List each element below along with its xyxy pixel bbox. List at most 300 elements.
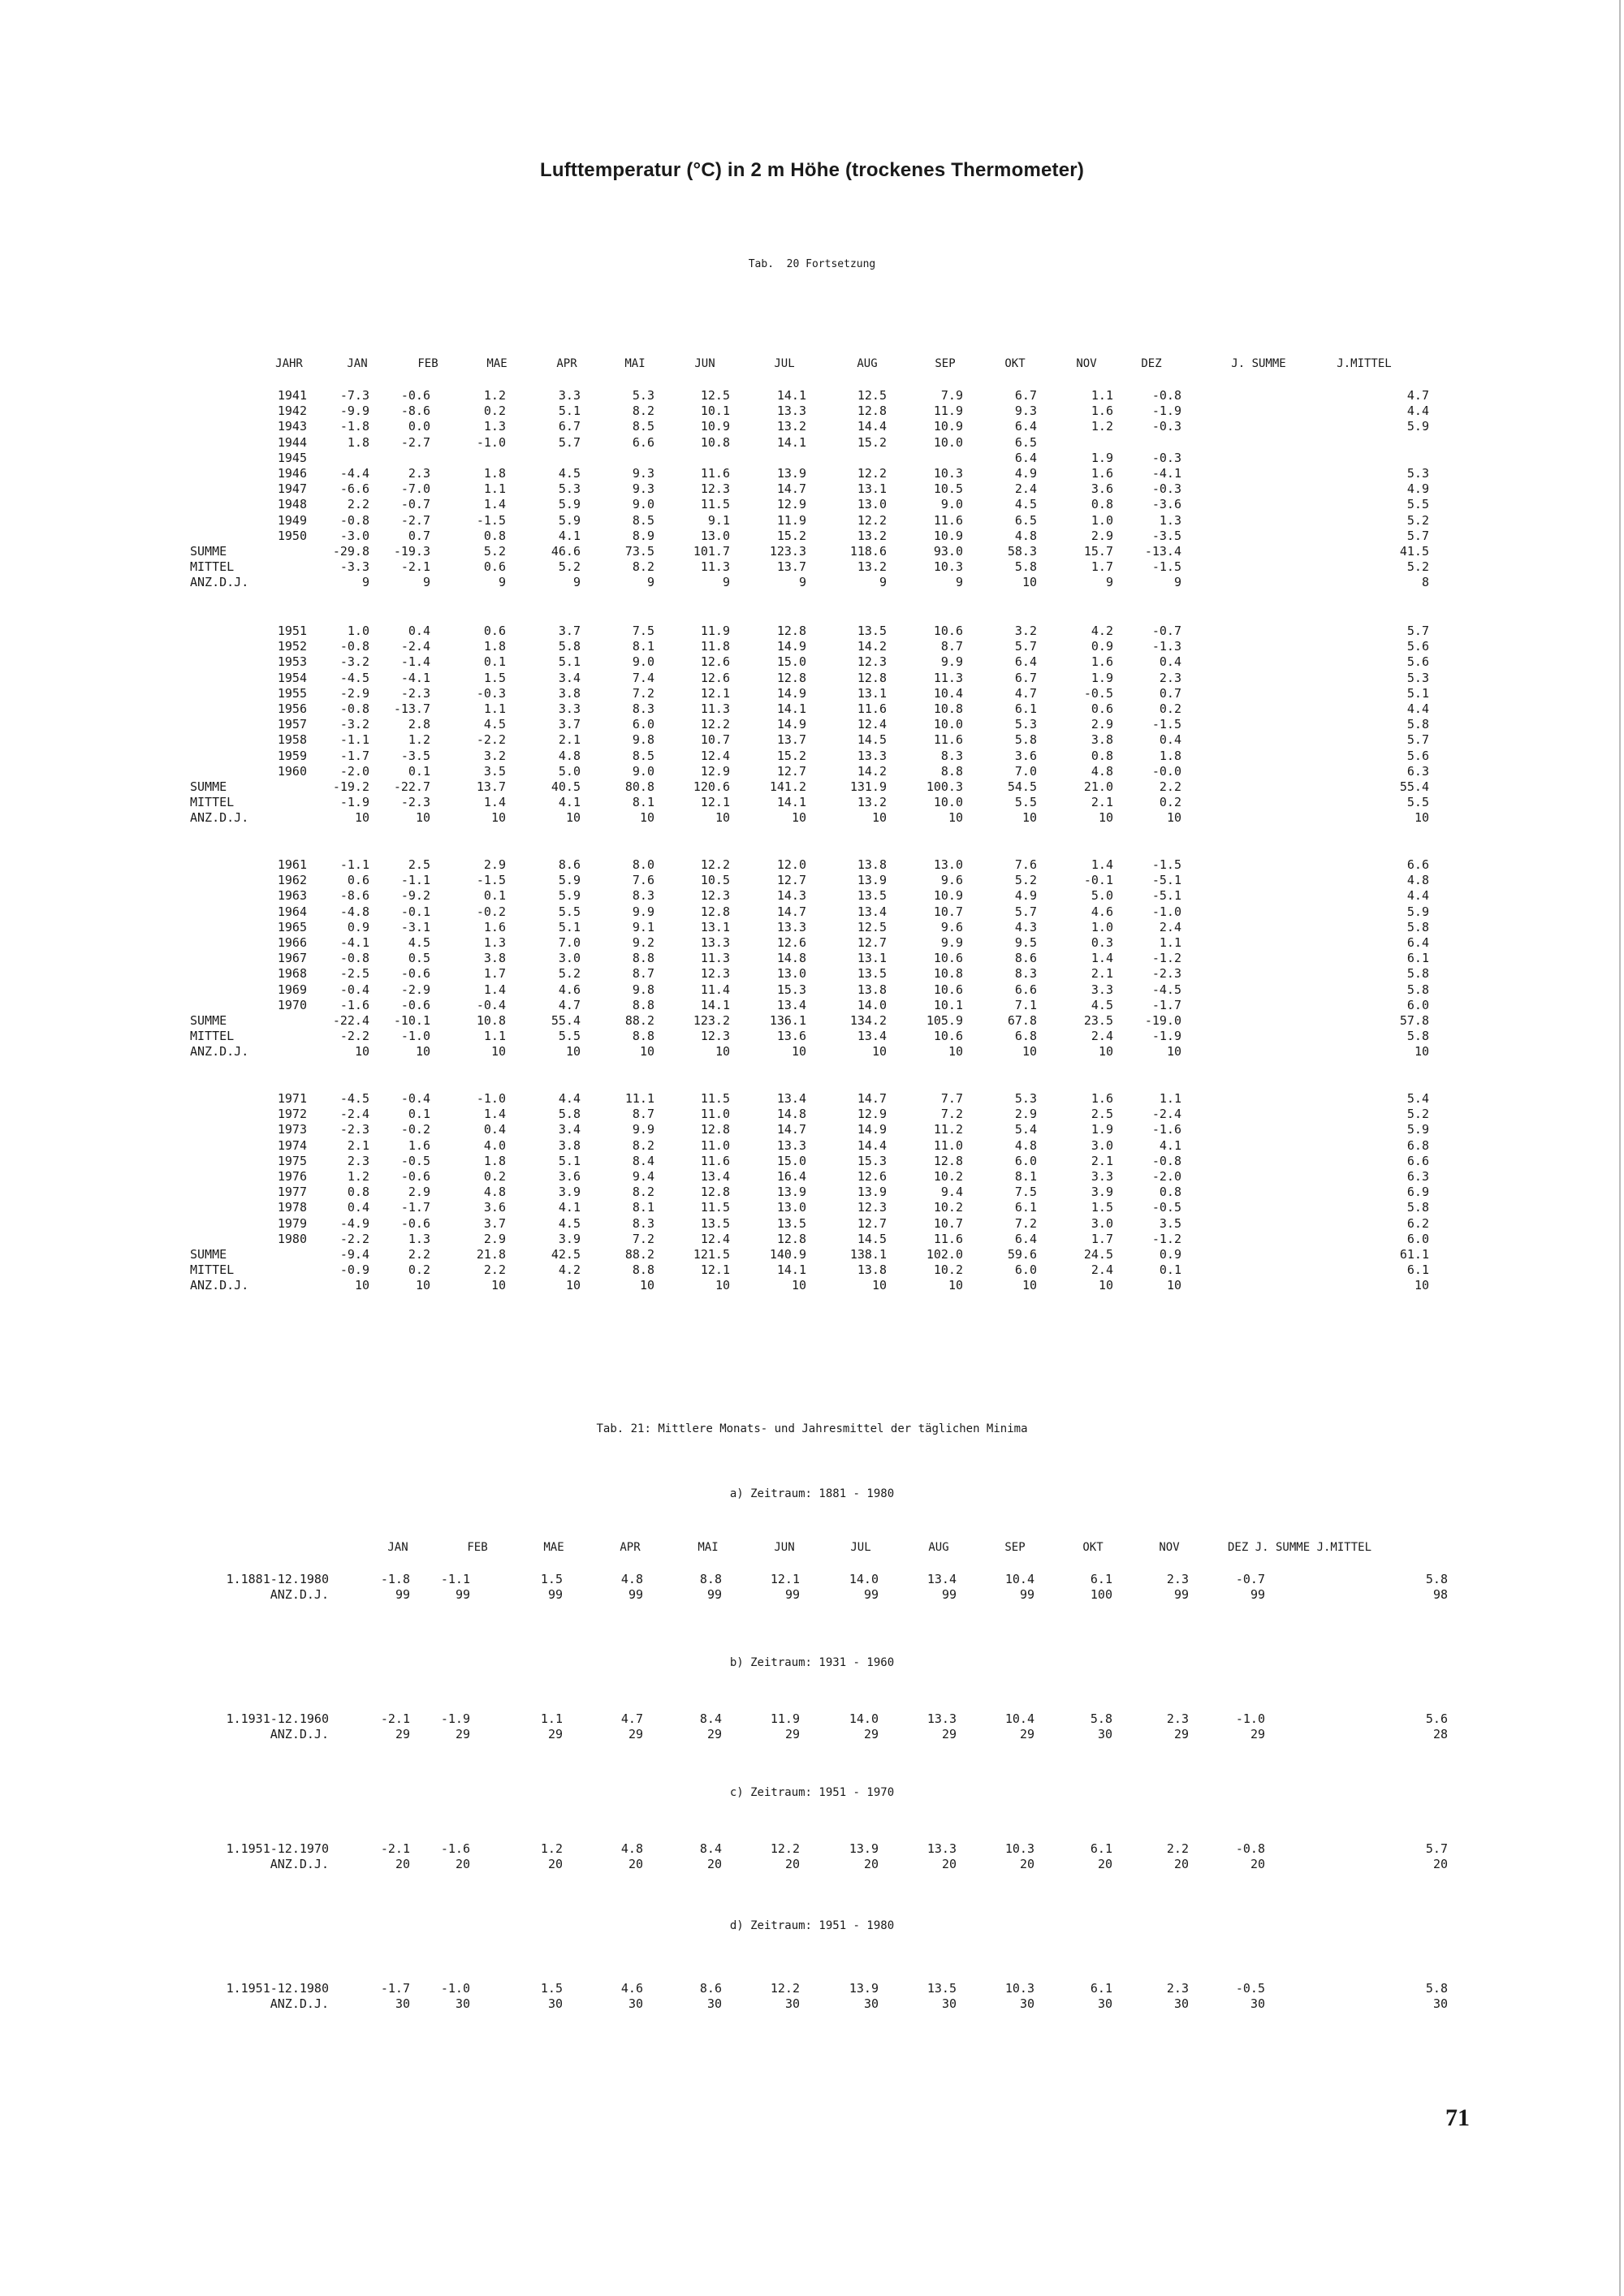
value-cell: 10.6 bbox=[933, 624, 963, 638]
value-cell: 1.1 bbox=[483, 481, 506, 497]
value-cell: 8.2 bbox=[632, 1185, 654, 1200]
value-cell: 61.1 bbox=[1399, 1247, 1429, 1262]
value-cell: 8.1 bbox=[632, 795, 654, 810]
value-cell: 7.0 bbox=[1014, 763, 1037, 779]
value-cell: -4.9 bbox=[339, 1215, 369, 1231]
anz-label: ANZ.D.J. bbox=[270, 1996, 329, 2011]
value-cell: 1.4 bbox=[1091, 857, 1113, 872]
value-cell: -1.8 bbox=[380, 1572, 410, 1586]
value-cell: -2.3 bbox=[400, 795, 430, 810]
year-cell: 1947 bbox=[277, 481, 307, 497]
value-cell: 12.5 bbox=[700, 388, 730, 403]
value-cell: 13.8 bbox=[857, 982, 887, 997]
value-cell: 12.3 bbox=[857, 1200, 887, 1215]
value-cell: 5.2 bbox=[1014, 873, 1037, 888]
value-cell: 12.7 bbox=[776, 873, 806, 888]
year-cell: 1979 bbox=[277, 1215, 307, 1231]
value-cell: -0.8 bbox=[339, 639, 369, 654]
value-cell: 5.5 bbox=[1406, 795, 1429, 810]
value-cell: 3.2 bbox=[1014, 624, 1037, 638]
value-cell: 5.9 bbox=[1406, 419, 1429, 434]
value-cell: -4.1 bbox=[339, 935, 369, 950]
value-cell: 10.3 bbox=[933, 466, 963, 481]
page-number: 71 bbox=[1445, 2104, 1470, 2131]
value-cell: -22.7 bbox=[393, 779, 430, 794]
value-cell: 10.2 bbox=[933, 1200, 963, 1215]
value-cell: 23.5 bbox=[1083, 1013, 1113, 1028]
value-cell: 10 bbox=[715, 1044, 730, 1060]
year-cell: 1960 bbox=[277, 763, 307, 779]
value-cell: 13.4 bbox=[857, 904, 887, 919]
anz-cell: 29 bbox=[1250, 1727, 1265, 1741]
value-cell: -8.6 bbox=[339, 888, 369, 904]
period-label: 1.1951-12.1970 bbox=[226, 1841, 329, 1856]
table21-caption: Tab. 21: Mittlere Monats- und Jahresmittel der täglichen Minima bbox=[596, 1422, 1028, 1435]
value-cell: 11.0 bbox=[700, 1107, 730, 1122]
table-row bbox=[0, 1216, 1624, 1231]
year-cell: 1978 bbox=[277, 1200, 307, 1215]
value-cell: -2.4 bbox=[1151, 1107, 1181, 1122]
value-cell: 12.8 bbox=[857, 670, 887, 685]
value-cell: 8.2 bbox=[632, 404, 654, 419]
value-cell: -0.1 bbox=[1083, 873, 1113, 888]
value-cell: 12.7 bbox=[857, 1215, 887, 1231]
value-cell: 13.4 bbox=[700, 1169, 730, 1184]
value-cell: 14.9 bbox=[776, 639, 806, 654]
value-cell: -1.1 bbox=[339, 857, 369, 872]
table-row bbox=[0, 701, 1624, 716]
value-cell: 9.9 bbox=[940, 935, 963, 950]
value-cell: 7.2 bbox=[940, 1107, 963, 1122]
anz-cell: 99 bbox=[628, 1587, 643, 1602]
year-cell: 1946 bbox=[277, 466, 307, 481]
value-cell: 0.1 bbox=[483, 654, 506, 670]
value-cell: 5.3 bbox=[1406, 670, 1429, 685]
value-cell: 5.8 bbox=[1406, 1029, 1429, 1044]
value-cell: 12.6 bbox=[776, 935, 806, 950]
value-cell: 5.1 bbox=[558, 654, 581, 670]
summary-row-mittel bbox=[0, 1029, 1624, 1043]
value-cell: 2.4 bbox=[1091, 1262, 1113, 1278]
value-cell: 12.3 bbox=[700, 481, 730, 497]
value-cell: 5.5 bbox=[1406, 497, 1429, 512]
table-row bbox=[0, 732, 1624, 747]
value-cell: 10 bbox=[791, 810, 806, 826]
value-cell: 0.1 bbox=[408, 763, 430, 779]
value-cell: 11.8 bbox=[700, 639, 730, 654]
value-cell: 12.6 bbox=[857, 1169, 887, 1184]
value-cell: 2.1 bbox=[1091, 795, 1113, 810]
value-cell: 5.2 bbox=[1406, 512, 1429, 528]
value-cell: 58.3 bbox=[1007, 544, 1037, 559]
value-cell: 12.2 bbox=[857, 512, 887, 528]
value-cell: 0.4 bbox=[347, 1200, 369, 1215]
value-cell: 15.3 bbox=[857, 1153, 887, 1168]
value-cell: 2.9 bbox=[483, 857, 506, 872]
value-cell: 131.9 bbox=[849, 779, 887, 794]
value-cell: 4.4 bbox=[1406, 888, 1429, 904]
row-label: ANZ.D.J. bbox=[190, 810, 249, 826]
value-cell: -1.5 bbox=[1151, 559, 1181, 575]
value-cell: 105.9 bbox=[926, 1013, 963, 1028]
value-cell: 4.6 bbox=[620, 1981, 643, 1996]
value-cell: 1.6 bbox=[1091, 1091, 1113, 1106]
table-row bbox=[0, 904, 1624, 919]
value-cell: 12.8 bbox=[776, 1231, 806, 1246]
value-cell: 12.9 bbox=[857, 1107, 887, 1122]
value-cell: 14.1 bbox=[776, 1262, 806, 1278]
value-cell: 3.2 bbox=[483, 748, 506, 763]
value-cell: -1.6 bbox=[440, 1841, 470, 1856]
value-cell: 5.5 bbox=[1014, 795, 1037, 810]
value-cell: 10.3 bbox=[933, 559, 963, 575]
value-cell: 13.3 bbox=[776, 1137, 806, 1153]
value-cell: 10 bbox=[948, 1278, 963, 1293]
value-cell: -0.6 bbox=[400, 997, 430, 1012]
row-label: SUMME bbox=[190, 544, 227, 559]
value-cell: 1.5 bbox=[483, 670, 506, 685]
value-cell: 12.4 bbox=[700, 1231, 730, 1246]
value-cell: 10 bbox=[1021, 810, 1037, 826]
value-cell: 1.7 bbox=[483, 966, 506, 982]
value-cell: 2.2 bbox=[1166, 1841, 1189, 1856]
value-cell: 10.1 bbox=[933, 997, 963, 1012]
table-row bbox=[0, 1185, 1624, 1199]
value-cell: 0.6 bbox=[483, 559, 506, 575]
value-cell: 5.7 bbox=[558, 434, 581, 450]
value-cell: 3.7 bbox=[558, 717, 581, 732]
row-label: MITTEL bbox=[190, 1029, 235, 1044]
value-cell: 3.0 bbox=[1091, 1137, 1113, 1153]
column-header: MAE bbox=[486, 357, 508, 370]
row-label: MITTEL bbox=[190, 559, 235, 575]
value-cell: 14.4 bbox=[857, 1137, 887, 1153]
value-cell: 10 bbox=[1414, 1044, 1429, 1060]
value-cell: 1.6 bbox=[408, 1137, 430, 1153]
anz-cell: 29 bbox=[1019, 1727, 1034, 1741]
value-cell: -0.3 bbox=[476, 685, 506, 701]
value-cell: 6.4 bbox=[1014, 654, 1037, 670]
value-cell: -3.2 bbox=[339, 717, 369, 732]
year-cell: 1969 bbox=[277, 982, 307, 997]
value-cell: 10.3 bbox=[1004, 1981, 1034, 1996]
value-cell: 3.3 bbox=[558, 701, 581, 716]
value-cell: 1.6 bbox=[1091, 404, 1113, 419]
value-cell: 120.6 bbox=[693, 779, 730, 794]
year-cell: 1963 bbox=[277, 888, 307, 904]
value-cell: 0.9 bbox=[347, 919, 369, 934]
value-cell: 12.4 bbox=[700, 748, 730, 763]
value-cell: 5.9 bbox=[558, 512, 581, 528]
value-cell: 2.9 bbox=[1091, 717, 1113, 732]
value-cell: 1.6 bbox=[483, 919, 506, 934]
value-cell: 0.1 bbox=[483, 888, 506, 904]
period-label: 1.1881-12.1980 bbox=[226, 1572, 329, 1586]
value-cell: 2.2 bbox=[408, 1247, 430, 1262]
value-cell: 1.3 bbox=[483, 935, 506, 950]
value-cell: 10.8 bbox=[933, 701, 963, 716]
value-cell: -0.5 bbox=[1151, 1200, 1181, 1215]
table-row bbox=[0, 951, 1624, 965]
anz-cell: 30 bbox=[1019, 1996, 1034, 2011]
value-cell: 10.4 bbox=[933, 685, 963, 701]
anz-cell: 20 bbox=[1432, 1857, 1448, 1871]
table-row bbox=[0, 671, 1624, 685]
value-cell: 15.2 bbox=[776, 748, 806, 763]
column-header: NOV bbox=[1076, 357, 1097, 370]
value-cell: -1.0 bbox=[476, 1091, 506, 1106]
value-cell: 123.3 bbox=[769, 544, 806, 559]
value-cell: 8.6 bbox=[558, 857, 581, 872]
value-cell: 8.8 bbox=[940, 763, 963, 779]
value-cell: 4.1 bbox=[558, 528, 581, 543]
value-cell: 9.3 bbox=[632, 466, 654, 481]
value-cell: -0.6 bbox=[400, 1215, 430, 1231]
value-cell: 8.8 bbox=[632, 1262, 654, 1278]
anz-cell: 30 bbox=[395, 1996, 410, 2011]
value-cell: 10.6 bbox=[933, 951, 963, 966]
value-cell: 118.6 bbox=[849, 544, 887, 559]
value-cell: -3.5 bbox=[400, 748, 430, 763]
anz-cell: 20 bbox=[784, 1857, 800, 1871]
value-cell: 88.2 bbox=[624, 1247, 654, 1262]
column-header: MAI bbox=[624, 357, 646, 370]
value-cell: 6.7 bbox=[1014, 670, 1037, 685]
value-cell: 10.8 bbox=[476, 1013, 506, 1028]
value-cell: 12.1 bbox=[700, 1262, 730, 1278]
year-cell: 1976 bbox=[277, 1169, 307, 1184]
anz-cell: 99 bbox=[784, 1587, 800, 1602]
table-row bbox=[0, 451, 1624, 465]
year-cell: 1952 bbox=[277, 639, 307, 654]
value-cell: -1.0 bbox=[1235, 1711, 1265, 1726]
value-cell: 6.0 bbox=[1014, 1262, 1037, 1278]
value-cell: 10 bbox=[565, 810, 581, 826]
value-cell: 1.1 bbox=[483, 701, 506, 716]
value-cell: 8.7 bbox=[632, 966, 654, 982]
value-cell: 5.5 bbox=[558, 1029, 581, 1044]
value-cell: 10 bbox=[490, 1278, 506, 1293]
value-cell: 13.0 bbox=[776, 966, 806, 982]
value-cell: 8.5 bbox=[632, 419, 654, 434]
value-cell: 13.2 bbox=[857, 528, 887, 543]
value-cell: 10 bbox=[1414, 1278, 1429, 1293]
value-cell: 12.8 bbox=[776, 624, 806, 638]
value-cell: 5.9 bbox=[1406, 904, 1429, 919]
anz-cell: 99 bbox=[863, 1587, 879, 1602]
value-cell: 14.1 bbox=[776, 388, 806, 403]
value-cell: 2.9 bbox=[483, 1231, 506, 1246]
value-cell: 14.2 bbox=[857, 763, 887, 779]
value-cell: 10.2 bbox=[933, 1169, 963, 1184]
value-cell: 5.9 bbox=[1406, 1122, 1429, 1137]
value-cell: -2.9 bbox=[400, 982, 430, 997]
value-cell: 9 bbox=[498, 575, 506, 590]
value-cell: 6.3 bbox=[1406, 1169, 1429, 1184]
value-cell: 4.1 bbox=[558, 1200, 581, 1215]
value-cell: 12.3 bbox=[700, 966, 730, 982]
value-cell: 12.6 bbox=[700, 654, 730, 670]
value-cell: 0.2 bbox=[483, 1169, 506, 1184]
value-cell: 5.6 bbox=[1406, 748, 1429, 763]
value-cell: 10 bbox=[490, 810, 506, 826]
anz-cell: 30 bbox=[1250, 1996, 1265, 2011]
value-cell: 4.0 bbox=[483, 1137, 506, 1153]
value-cell: 13.1 bbox=[700, 919, 730, 934]
value-cell: 1.4 bbox=[483, 795, 506, 810]
period-label: 1.1951-12.1980 bbox=[226, 1981, 329, 1996]
year-cell: 1971 bbox=[277, 1091, 307, 1106]
value-cell: 8.5 bbox=[632, 512, 654, 528]
value-cell: 8.3 bbox=[940, 748, 963, 763]
value-cell: -0.8 bbox=[339, 701, 369, 716]
value-cell: 1.9 bbox=[1091, 1122, 1113, 1137]
value-cell: 12.8 bbox=[857, 404, 887, 419]
value-cell: 2.3 bbox=[1159, 670, 1181, 685]
value-cell: 2.3 bbox=[408, 466, 430, 481]
column-header: JAN bbox=[387, 1541, 408, 1554]
table-row bbox=[0, 624, 1624, 638]
value-cell: 3.6 bbox=[1014, 748, 1037, 763]
value-cell: 10.0 bbox=[933, 434, 963, 450]
value-cell: 3.9 bbox=[558, 1185, 581, 1200]
table-row bbox=[0, 529, 1624, 543]
value-cell: 1.8 bbox=[1159, 748, 1181, 763]
value-cell: -1.9 bbox=[339, 795, 369, 810]
column-header: J. SUMME bbox=[1231, 357, 1286, 370]
value-cell: 21.8 bbox=[476, 1247, 506, 1262]
value-cell: 4.8 bbox=[483, 1185, 506, 1200]
value-cell: 12.0 bbox=[776, 857, 806, 872]
value-cell: 8.3 bbox=[632, 701, 654, 716]
value-cell: 1.8 bbox=[483, 466, 506, 481]
value-cell: 0.4 bbox=[1159, 654, 1181, 670]
table-row bbox=[0, 654, 1624, 669]
value-cell: 8.8 bbox=[699, 1572, 722, 1586]
value-cell: 12.4 bbox=[857, 717, 887, 732]
value-cell: 6.1 bbox=[1014, 1200, 1037, 1215]
value-cell: 2.5 bbox=[1091, 1107, 1113, 1122]
value-cell: 4.8 bbox=[1014, 528, 1037, 543]
anz-cell: 29 bbox=[395, 1727, 410, 1741]
anz-cell: 28 bbox=[1432, 1727, 1448, 1741]
value-cell: 12.8 bbox=[776, 670, 806, 685]
value-cell: -7.3 bbox=[339, 388, 369, 403]
value-cell: 67.8 bbox=[1007, 1013, 1037, 1028]
value-cell: 13.3 bbox=[776, 919, 806, 934]
value-cell: 0.6 bbox=[483, 624, 506, 638]
value-cell: 1.7 bbox=[1091, 559, 1113, 575]
anz-cell: 30 bbox=[863, 1996, 879, 2011]
value-cell: -1.3 bbox=[1151, 639, 1181, 654]
year-cell: 1950 bbox=[277, 528, 307, 543]
row-label: SUMME bbox=[190, 1013, 227, 1028]
value-cell: 15.7 bbox=[1083, 544, 1113, 559]
value-cell: 88.2 bbox=[624, 1013, 654, 1028]
value-cell: -0.2 bbox=[476, 904, 506, 919]
value-cell: 6.0 bbox=[632, 717, 654, 732]
value-cell: -2.1 bbox=[400, 559, 430, 575]
value-cell: 6.1 bbox=[1090, 1841, 1112, 1856]
value-cell: 14.9 bbox=[776, 685, 806, 701]
value-cell: 21.0 bbox=[1083, 779, 1113, 794]
table-row bbox=[0, 982, 1624, 997]
value-cell: 11.9 bbox=[776, 512, 806, 528]
value-cell: 5.9 bbox=[558, 888, 581, 904]
value-cell: -0.7 bbox=[400, 497, 430, 512]
value-cell: 4.8 bbox=[558, 748, 581, 763]
value-cell: 8.1 bbox=[632, 1200, 654, 1215]
value-cell: 0.7 bbox=[408, 528, 430, 543]
value-cell: 5.8 bbox=[558, 639, 581, 654]
value-cell: -1.0 bbox=[476, 434, 506, 450]
value-cell: 13.0 bbox=[700, 528, 730, 543]
year-cell: 1953 bbox=[277, 654, 307, 670]
value-cell: 4.4 bbox=[1406, 404, 1429, 419]
value-cell: 1.4 bbox=[483, 982, 506, 997]
value-cell: -4.1 bbox=[1151, 466, 1181, 481]
value-cell: 12.2 bbox=[770, 1981, 800, 1996]
value-cell: 15.2 bbox=[776, 528, 806, 543]
value-cell: 15.0 bbox=[776, 1153, 806, 1168]
value-cell: 4.5 bbox=[408, 935, 430, 950]
value-cell: 5.3 bbox=[632, 388, 654, 403]
value-cell: 10 bbox=[715, 1278, 730, 1293]
value-cell: 3.3 bbox=[558, 388, 581, 403]
value-cell: 4.6 bbox=[558, 982, 581, 997]
value-cell: 4.2 bbox=[1091, 624, 1113, 638]
column-header: J.MITTEL bbox=[1337, 357, 1392, 370]
anz-cell: 29 bbox=[941, 1727, 957, 1741]
column-header: FEB bbox=[467, 1541, 488, 1554]
row-label: ANZ.D.J. bbox=[190, 575, 249, 590]
anz-cell: 98 bbox=[1432, 1587, 1448, 1602]
year-cell: 1942 bbox=[277, 404, 307, 419]
year-cell: 1957 bbox=[277, 717, 307, 732]
value-cell: 11.6 bbox=[933, 512, 963, 528]
value-cell: -1.9 bbox=[1151, 1029, 1181, 1044]
value-cell: 59.6 bbox=[1007, 1247, 1037, 1262]
period-heading: a) Zeitraum: 1881 - 1980 bbox=[729, 1487, 895, 1500]
value-cell: 13.0 bbox=[933, 857, 963, 872]
value-cell: 10.6 bbox=[933, 982, 963, 997]
anz-cell: 30 bbox=[1097, 1996, 1112, 2011]
value-cell: 8.7 bbox=[940, 639, 963, 654]
anz-cell: 29 bbox=[784, 1727, 800, 1741]
value-cell: 1.5 bbox=[540, 1981, 563, 1996]
value-cell: 10 bbox=[1021, 1044, 1037, 1060]
value-cell: 3.0 bbox=[558, 951, 581, 966]
value-cell: 10.5 bbox=[933, 481, 963, 497]
value-cell: 10 bbox=[415, 1044, 430, 1060]
value-cell: 80.8 bbox=[624, 779, 654, 794]
value-cell: -1.6 bbox=[1151, 1122, 1181, 1137]
value-cell: 10.4 bbox=[1004, 1711, 1034, 1726]
year-cell: 1955 bbox=[277, 685, 307, 701]
value-cell: 12.5 bbox=[857, 919, 887, 934]
value-cell: 6.8 bbox=[1014, 1029, 1037, 1044]
value-cell: 101.7 bbox=[693, 544, 730, 559]
value-cell: 3.6 bbox=[483, 1200, 506, 1215]
summary-row-anzdj bbox=[0, 575, 1624, 589]
value-cell: 11.9 bbox=[933, 404, 963, 419]
value-cell: -2.5 bbox=[339, 966, 369, 982]
year-cell: 1948 bbox=[277, 497, 307, 512]
value-cell: 1.1 bbox=[1159, 935, 1181, 950]
value-cell: -2.3 bbox=[1151, 966, 1181, 982]
row-label: MITTEL bbox=[190, 1262, 235, 1278]
value-cell: 10 bbox=[1166, 1044, 1181, 1060]
